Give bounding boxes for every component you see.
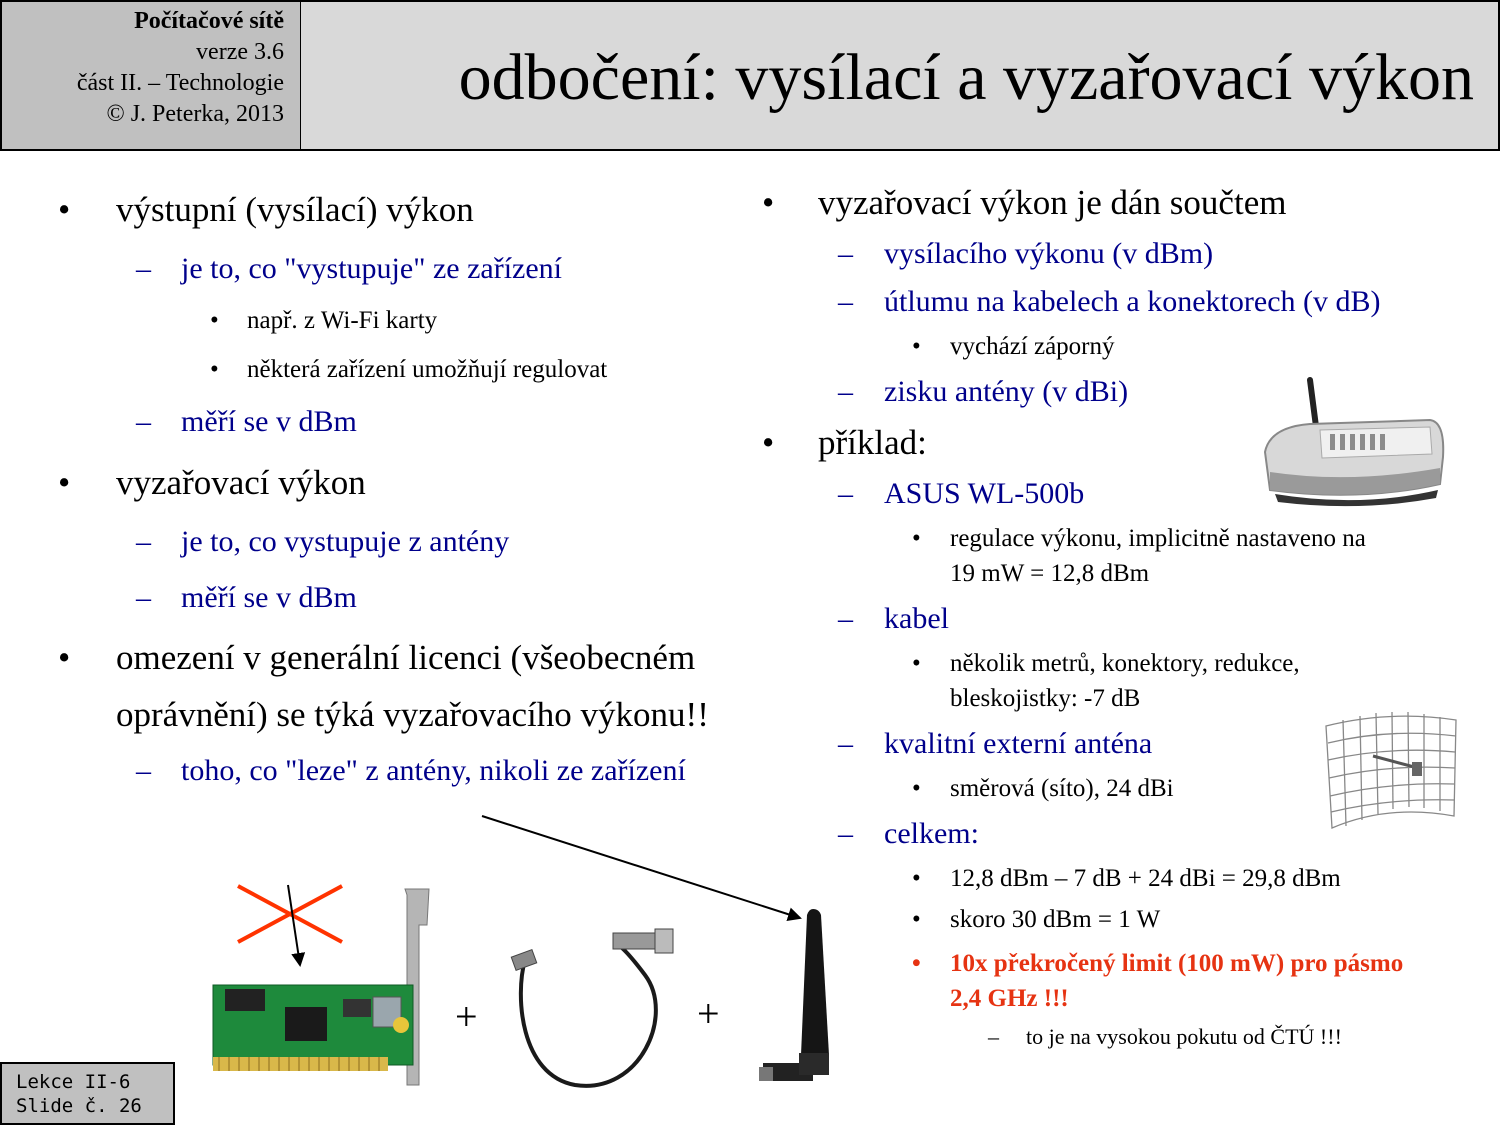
cable-image — [505, 925, 685, 1100]
slide-number: Slide č. 26 — [16, 1095, 142, 1117]
lecture-label: Lekce II-6 — [16, 1071, 131, 1093]
copyright-label: © J. Peterka, 2013 — [106, 101, 284, 127]
version-label: verze 3.6 — [196, 39, 284, 65]
part-label: část II. – Technologie — [76, 70, 284, 96]
slide-title: odbočení: vysílací a vyzařovací výkon — [458, 41, 1474, 114]
rubber-antenna-image — [755, 905, 835, 1095]
lecture-slide-box — [0, 1062, 175, 1125]
plus-sign: + — [697, 991, 720, 1036]
plus-sign: + — [455, 994, 478, 1039]
course-name: Počítačové sítě — [134, 8, 284, 34]
